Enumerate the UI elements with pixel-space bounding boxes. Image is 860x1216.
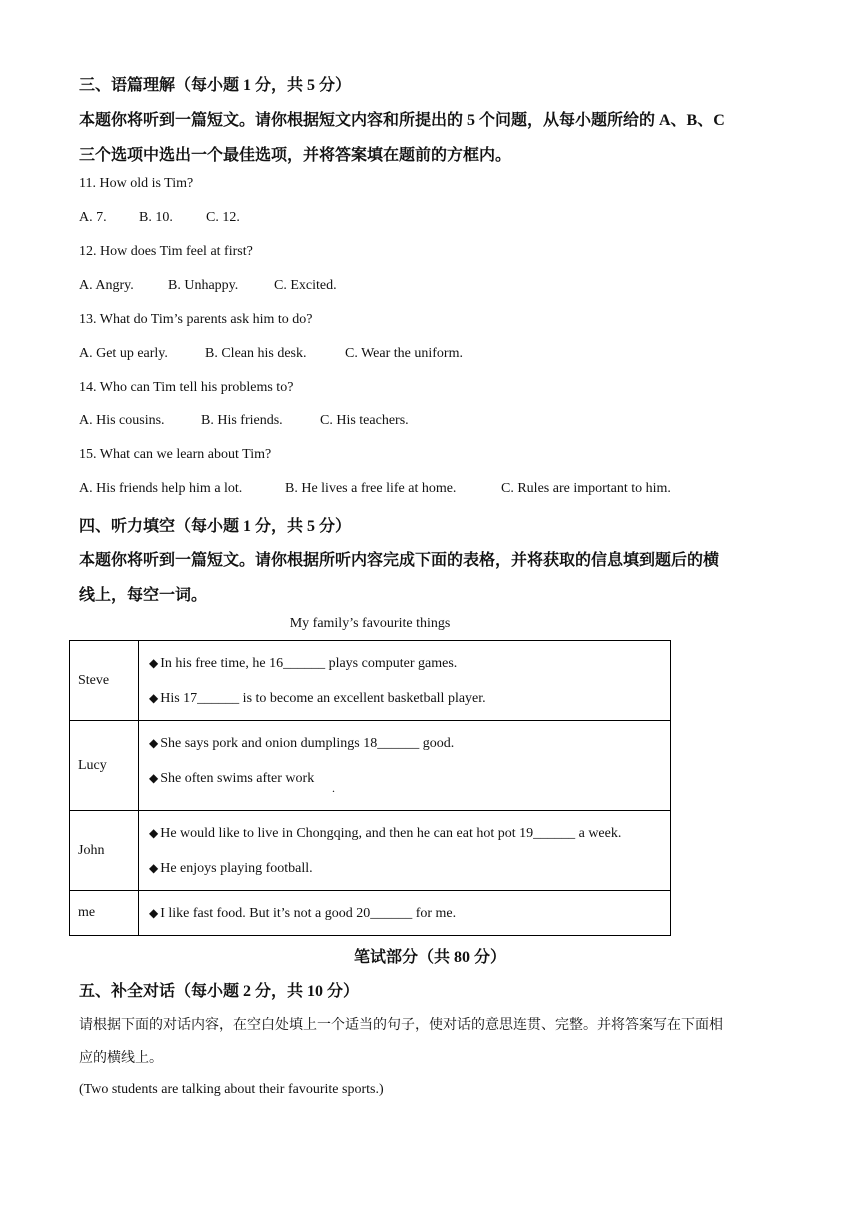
question-13: 13. What do Tim’s parents ask him to do?: [79, 312, 313, 327]
table-row: [70, 641, 671, 721]
option-a: A. 7.: [79, 210, 107, 225]
diamond-bullet-icon: ◆: [149, 770, 159, 785]
option-b: B. 10.: [139, 210, 173, 225]
option-c: C. His teachers.: [320, 413, 409, 428]
row-content: [139, 891, 671, 936]
diamond-bullet-icon: ◆: [149, 735, 159, 750]
bullet-item: ◆ She says pork and onion dumplings 18______ good.: [149, 735, 455, 751]
section3-title: 三、语篇理解（每小题 1 分，共 5 分）: [79, 77, 352, 94]
section5-instruction-line1: 请根据下面的对话内容，在空白处填上一个适当的句子，使对话的意思连贯、完整。并将答案写在下面相: [79, 1018, 723, 1033]
section5-title: 五、补全对话（每小题 2 分，共 10 分）: [79, 983, 360, 1000]
option-b: B. Clean his desk.: [205, 346, 307, 361]
table-caption: My family’s favourite things: [289, 616, 451, 631]
bullet-item: ◆ In his free time, he 16______ plays computer games.: [149, 655, 458, 671]
option-a: A. Get up early.: [79, 346, 168, 361]
option-b: B. His friends.: [201, 413, 283, 428]
row-name: John: [70, 811, 139, 891]
bullet-item: ◆ She often swims after work: [149, 770, 315, 786]
diamond-bullet-icon: ◆: [149, 690, 159, 705]
section3-instruction-line2: 三个选项中选出一个最佳选项，并将答案填在题前的方框内。: [79, 147, 512, 164]
dialogue-context: (Two students are talking about their favourite sports.): [79, 1082, 384, 1097]
diamond-bullet-icon: ◆: [149, 860, 159, 875]
table-row: [70, 891, 671, 936]
option-c: C. Rules are important to him.: [501, 481, 671, 496]
options-15: [79, 481, 671, 497]
table-row: [70, 721, 671, 811]
option-c: C. Wear the uniform.: [345, 346, 463, 361]
bullet-item: ◆ I like fast food. But it’s not a good 20______ for me.: [149, 905, 457, 921]
table-row: [70, 811, 671, 891]
option-b: B. Unhappy.: [168, 278, 239, 293]
diamond-bullet-icon: ◆: [149, 905, 159, 920]
option-a: A. Angry.: [79, 278, 134, 293]
section4-instruction-line2: 线上，每空一词。: [79, 587, 208, 604]
diamond-bullet-icon: ◆: [149, 825, 159, 840]
row-content: [139, 721, 671, 811]
row-name: Steve: [70, 641, 139, 721]
section5-instruction-line2: 应的横线上。: [79, 1051, 163, 1066]
option-a: A. His cousins.: [79, 413, 165, 428]
section3-instruction-line1: 本题你将听到一篇短文。请你根据短文内容和所提出的 5 个问题，从每小题所给的 A、B、C: [79, 112, 725, 129]
option-c: C. 12.: [206, 210, 240, 225]
options-12: [79, 278, 337, 294]
row-content: [139, 641, 671, 721]
written-part-title: 笔试部分（共 80 分）: [353, 949, 506, 966]
favourite-things-table: [69, 640, 671, 936]
question-14: 14. Who can Tim tell his problems to?: [79, 380, 294, 395]
row-name: Lucy: [70, 721, 139, 811]
question-11: 11. How old is Tim?: [79, 176, 194, 191]
dot-mark: .: [332, 780, 335, 795]
section4-instruction-line1: 本题你将听到一篇短文。请你根据所听内容完成下面的表格，并将获取的信息填到题后的横: [79, 552, 720, 569]
question-12: 12. How does Tim feel at first?: [79, 244, 253, 259]
bullet-item: ◆ He would like to live in Chongqing, and then he can eat hot pot 19______ a week.: [149, 825, 622, 841]
options-14: [79, 413, 409, 429]
options-13: [79, 346, 463, 362]
row-name: me: [70, 891, 139, 936]
option-c: C. Excited.: [274, 278, 337, 293]
bullet-item: ◆ He enjoys playing football.: [149, 860, 313, 876]
section4-title: 四、听力填空（每小题 1 分，共 5 分）: [79, 518, 352, 535]
option-b: B. He lives a free life at home.: [285, 481, 457, 496]
option-a: A. His friends help him a lot.: [79, 481, 243, 496]
options-11: [79, 210, 240, 226]
question-15: 15. What can we learn about Tim?: [79, 447, 272, 462]
row-content: [139, 811, 671, 891]
diamond-bullet-icon: ◆: [149, 655, 159, 670]
bullet-item: ◆ His 17______ is to become an excellent basketball player.: [149, 690, 486, 706]
